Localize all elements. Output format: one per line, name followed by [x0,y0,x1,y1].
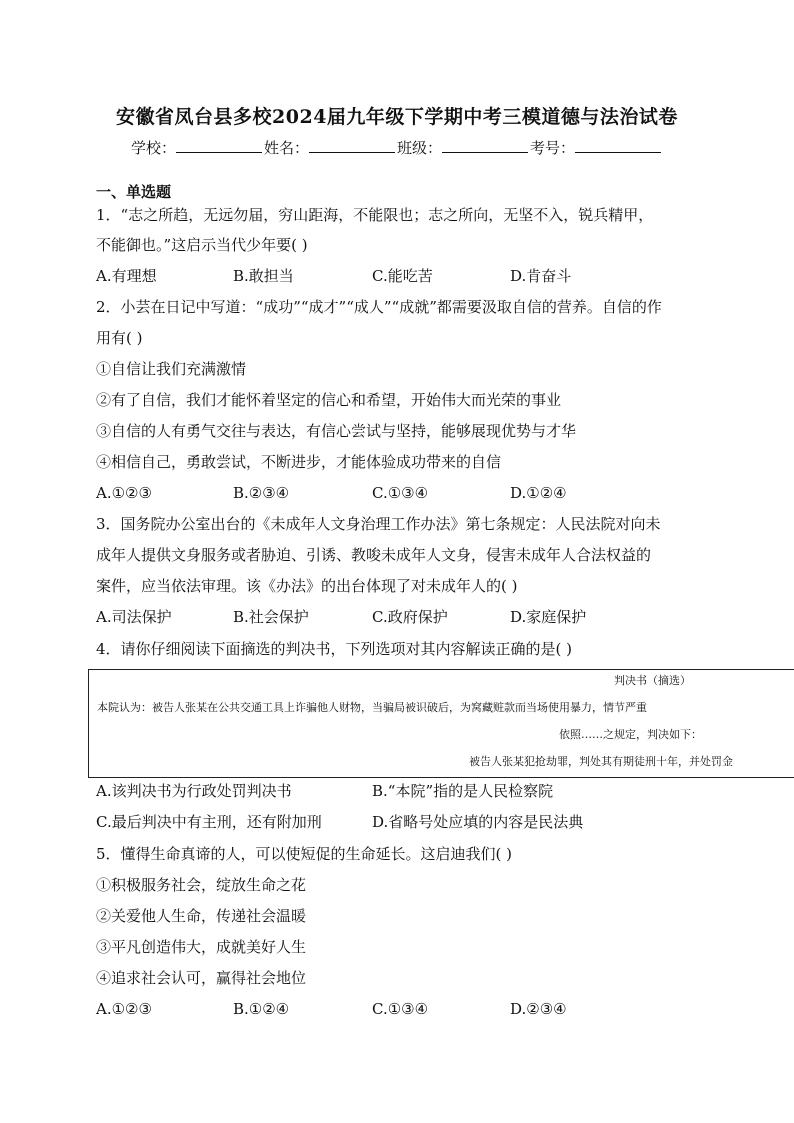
section-heading: 一、单选题 [96,183,172,201]
q2-statement-2: ②有了自信，我们才能怀着坚定的信心和希望，开始伟大而光荣的事业 [96,391,562,409]
q5-statement-4: ④追求社会认可，赢得社会地位 [96,969,307,987]
name-blank[interactable] [309,138,395,153]
q3-option-d[interactable]: D.家庭保护 [510,608,587,626]
verdict-title: 判决书（摘选） [614,674,691,687]
q4-option-a[interactable]: A.该判决书为行政处罚判决书 [96,782,292,800]
class-label: 班级： [397,139,443,157]
q1-option-a[interactable]: A.有理想 [96,267,157,285]
q1-option-d[interactable]: D.肯奋斗 [510,267,572,285]
verdict-excerpt-box [88,669,794,778]
q5-statement-2: ②关爱他人生命，传递社会温暖 [96,907,307,925]
q3-option-a[interactable]: A.司法保护 [96,608,172,626]
student-info-line [0,137,794,158]
q2-option-d[interactable]: D.①②④ [510,484,567,502]
q4-option-b[interactable]: B.“本院”指的是人民检察院 [372,782,554,800]
q3-stem-line2: 成年人提供文身服务或者胁迫、引诱、教唆未成年人文身，侵害未成年人合法权益的 [96,546,652,564]
verdict-line-2: 依照……之规定，判决如下： [559,728,702,741]
q1-stem-line1: 1．“志之所趋，无远勿届，穷山距海，不能限也；志之所向，无坚不入，锐兵精甲， [96,206,654,224]
number-blank[interactable] [575,138,661,153]
q5-option-a[interactable]: A.①②③ [96,1000,152,1018]
q5-option-b[interactable]: B.①②④ [233,1000,290,1018]
q3-option-c[interactable]: C.政府保护 [372,608,448,626]
q2-statement-3: ③自信的人有勇气交往与表达，有信心尝试与坚持，能够展现优势与才华 [96,422,577,440]
q2-statement-4: ④相信自己，勇敢尝试，不断进步，才能体验成功带来的自信 [96,453,502,471]
q2-stem-line2: 用有( ) [96,329,143,347]
q4-option-d[interactable]: D.省略号处应填的内容是民法典 [372,813,584,831]
name-label: 姓名： [263,139,309,157]
q4-stem-line1: 4．请你仔细阅读下面摘选的判决书，下列选项对其内容解读正确的是( ) [96,640,573,658]
q5-statement-1: ①积极服务社会，绽放生命之花 [96,876,307,894]
q5-stem-line1: 5．懂得生命真谛的人，可以使短促的生命延长。这启迪我们( ) [96,845,513,863]
q1-stem-line2: 不能御也。”这启示当代少年要( ) [96,236,308,254]
verdict-line-3: 被告人张某犯抢劫罪，判处其有期徒刑十年，并处罚金 [469,755,733,768]
school-blank[interactable] [176,138,262,153]
q3-option-b[interactable]: B.社会保护 [233,608,309,626]
q2-option-a[interactable]: A.①②③ [96,484,152,502]
q3-stem-line3: 案件，应当依法审理。该《办法》的出台体现了对未成年人的( ) [96,577,518,595]
q3-stem-line1: 3．国务院办公室出台的《未成年人文身治理工作办法》第七条规定：人民法院对向未 [96,515,661,533]
class-blank[interactable] [442,138,528,153]
q5-statement-3: ③平凡创造伟大，成就美好人生 [96,938,307,956]
q2-statement-1: ①自信让我们充满激情 [96,360,247,378]
q5-option-d[interactable]: D.②③④ [510,1000,567,1018]
q1-option-c[interactable]: C.能吃苦 [372,267,433,285]
q1-option-b[interactable]: B.敢担当 [233,267,294,285]
q2-stem-line1: 2．小芸在日记中写道：“成功”“成才”“成人”“成就”都需要汲取自信的营养。自信的作 [96,298,662,316]
number-label: 考号： [530,139,576,157]
q2-option-b[interactable]: B.②③④ [233,484,290,502]
school-label: 学校： [130,139,176,157]
verdict-line-1: 本院认为：被告人张某在公共交通工具上诈骗他人财物，当骗局被识破后，为窝藏赃款而当场使用暴力，情节严重 [97,701,647,714]
q5-option-c[interactable]: C.①③④ [372,1000,429,1018]
exam-title: 安徽省凤台县多校2024届九年级下学期中考三模道德与法治试卷 [116,106,678,128]
q4-option-c[interactable]: C.最后判决中有主刑，还有附加刑 [96,813,322,831]
q2-option-c[interactable]: C.①③④ [372,484,429,502]
